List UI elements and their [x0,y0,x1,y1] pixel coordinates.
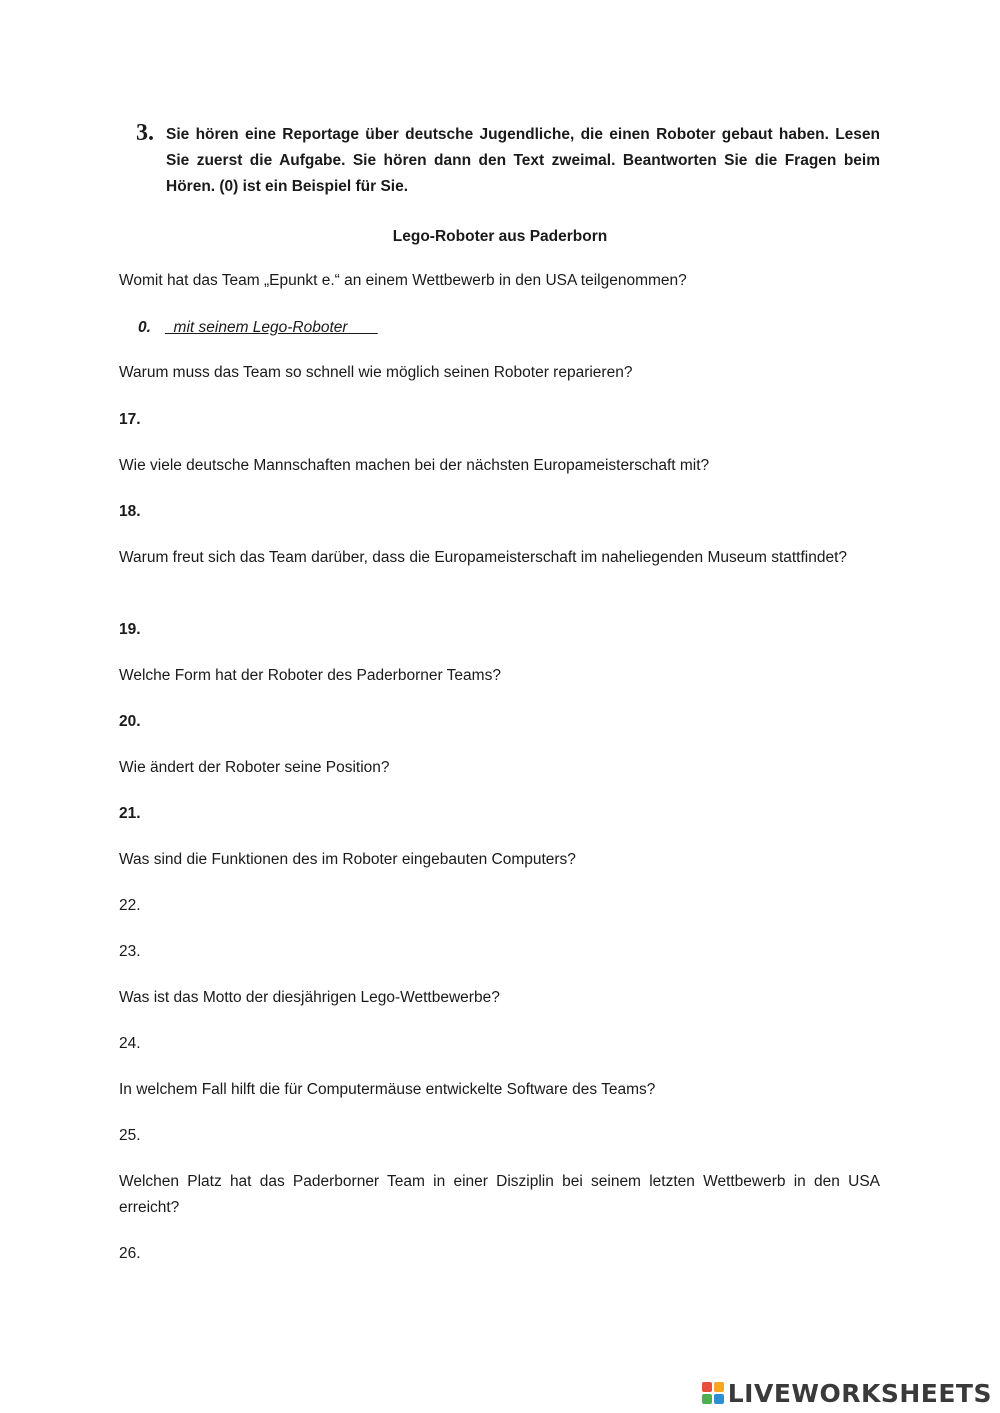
question-21: Wie ändert der Roboter seine Position? [119,759,390,776]
answer-label-19[interactable]: 19. [119,621,141,638]
answer-label-24[interactable]: 24. [119,1035,141,1052]
task-instruction-text: Sie hören eine Reportage über deutsche Jugendliche, die einen Roboter gebaut haben. Lesen Sie zuerst die Aufgabe. Sie hören dann den Text zweimal. Beantworten Sie die Fragen beim Hören. (0) ist ein Beispiel für Sie. [166,126,880,195]
question-26: Welchen Platz hat das Paderborner Team in einer Disziplin bei seinem letzten Wettbewerb in den USA erreicht? [119,1173,880,1216]
question-20: Welche Form hat der Roboter des Paderborner Teams? [119,667,501,684]
worksheet-title: Lego-Roboter aus Paderborn [392,228,608,245]
question-25: In welchem Fall hilft die für Computermäuse entwickelte Software des Teams? [119,1081,656,1098]
logo-text: LIVEWORKSHEETS [727,1378,992,1408]
question-19: Warum freut sich das Team darüber, dass die Europameisterschaft im naheliegenden Museum stattfindet? [119,549,848,566]
example-number: 0. [138,319,151,336]
answer-label-21[interactable]: 21. [119,805,141,822]
answer-label-20[interactable]: 20. [119,713,141,730]
example-answer-row [138,316,378,340]
answer-label-22[interactable]: 22. [119,897,141,914]
example-answer: mit seinem Lego-Roboter [164,319,378,336]
task-number: 3. [136,120,154,146]
task-instruction [136,122,880,200]
liveworksheets-logo [702,1378,992,1408]
question-22: Was sind die Funktionen des im Roboter eingebauten Computers? [119,851,576,868]
question-17: Warum muss das Team so schnell wie möglich seinen Roboter reparieren? [119,364,633,381]
answer-label-25[interactable]: 25. [119,1127,141,1144]
answer-label-17[interactable]: 17. [119,411,141,428]
question-18: Wie viele deutsche Mannschaften machen bei der nächsten Europameisterschaft mit? [119,457,710,474]
answer-label-26[interactable]: 26. [119,1245,141,1262]
example-question: Womit hat das Team „Epunkt e.“ an einem Wettbewerb in den USA teilgenommen? [119,272,687,289]
liveworksheets-logo-icon [702,1382,724,1404]
question-24: Was ist das Motto der diesjährigen Lego-Wettbewerbe? [119,989,500,1006]
answer-label-23[interactable]: 23. [119,943,141,960]
answer-label-18[interactable]: 18. [119,503,141,520]
